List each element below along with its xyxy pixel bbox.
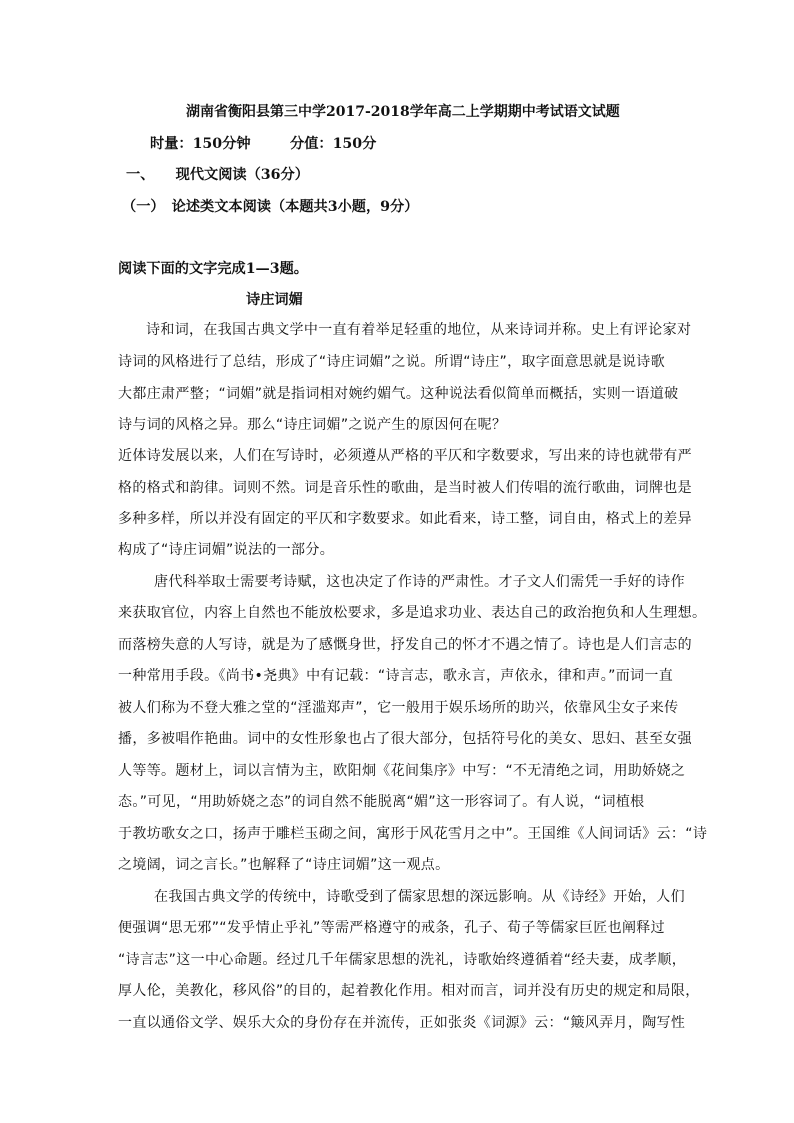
article-line: 厚人伦，美教化，移风俗”的目的，起着教化作用。相对而言，词并没有历史的规定和局限， — [118, 983, 700, 999]
article-title: 诗庄词媚 — [246, 292, 303, 308]
exam-title: 湖南省衡阳县第三中学2017-2018学年高二上学期期中考试语文试题 — [186, 104, 620, 120]
article-line: 被人们称为不登大雅之堂的“淫滥郑声”，它一般用于娱乐场所的助兴，依靠风尘女子来传 — [118, 700, 679, 716]
article-line: 诗与词的风格之异。那么“诗庄词媚”之说产生的原因何在呢？ — [118, 417, 507, 433]
article-line: 之境阔，词之言长。”也解释了“诗庄词媚”这一观点。 — [118, 857, 450, 873]
exam-score: 分值：150分 — [290, 136, 377, 152]
article-line: 态。”可见，“用助娇娆之态”的词自然不能脱离“媚”这一形容词了。有人说，“词植根 — [118, 794, 645, 810]
article-line: 一直以通俗文学、娱乐大众的身份存在并流传，正如张炎《词源》云：“簸风弄月，陶写性 — [118, 1015, 686, 1031]
article-line: 一种常用手段。《尚书•尧典》中有记载：“诗言志，歌永言，声依永，律和声。”而词一直 — [118, 668, 674, 684]
article-line: 便强调“思无邪”“发乎情止乎礼”等需严格遵守的戒条，孔子、荀子等儒家巨匠也阐释过 — [118, 920, 666, 936]
article-line: 格的格式和韵律。词则不然。词是音乐性的歌曲，是当时被人们传唱的流行歌曲，词牌也是 — [118, 480, 692, 496]
article-line: 近体诗发展以来，人们在写诗时，必须遵从严格的平仄和字数要求，写出来的诗也就带有严 — [118, 448, 692, 464]
article-line: 播，多被唱作艳曲。词中的女性形象也占了很大部分，包括符号化的美女、思妇、甚至女强 — [118, 731, 692, 747]
article-line: 在我国古典文学的传统中，诗歌受到了儒家思想的深远影响。从《诗经》开始，人们 — [154, 889, 685, 905]
article-line: 而落榜失意的人写诗，就是为了感慨身世，抒发自己的怀才不遇之情了。诗也是人们言志的 — [118, 637, 692, 653]
article-line: “诗言志”这一中心命题。经过几千年儒家思想的洗礼，诗歌始终遵循着“经夫妻，成孝顺， — [118, 952, 687, 968]
article-line: 构成了“诗庄词媚”说法的一部分。 — [118, 542, 335, 558]
section-heading-1-1: （一） 论述类文本阅读（本题共3小题，9分） — [122, 199, 419, 215]
article-line: 诗和词，在我国古典文学中一直有着举足轻重的地位，从来诗词并称。史上有评论家对 — [146, 322, 692, 338]
article-line: 唐代科举取士需要考诗赋，这也决定了作诗的严肃性。才子文人们需凭一手好的诗作 — [154, 574, 685, 590]
exam-time: 时量：150分钟 — [150, 136, 251, 152]
article-line: 大都庄肃严整；“词媚”就是指词相对婉约媚气。这种说法看似简单而概括，实则一语道破 — [118, 386, 679, 402]
article-line: 多种多样，所以并没有固定的平仄和字数要求。如此看来，诗工整，词自由，格式上的差异 — [118, 511, 692, 527]
section-heading-1: 一、 现代文阅读（36分） — [126, 167, 309, 183]
article-line: 于教坊歌女之口，扬声于雕栏玉砌之间，寓形于风花雪月之中”。王国维《人间词话》云：“诗 — [118, 826, 708, 842]
article-line: 诗词的风格进行了总结，形成了“诗庄词媚”之说。所谓“诗庄”，取字面意思就是说诗歌 — [118, 354, 666, 370]
article-line: 人等等。题材上，词以言情为主，欧阳炯《花间集序》中写：“不无清绝之词，用助娇娆之 — [118, 763, 686, 779]
article-line: 来获取官位，内容上自然也不能放松要求，多是追求功业、表达自己的政治抱负和人生理想。 — [118, 605, 707, 621]
reading-instruction: 阅读下面的文字完成1—3题。 — [118, 261, 308, 277]
